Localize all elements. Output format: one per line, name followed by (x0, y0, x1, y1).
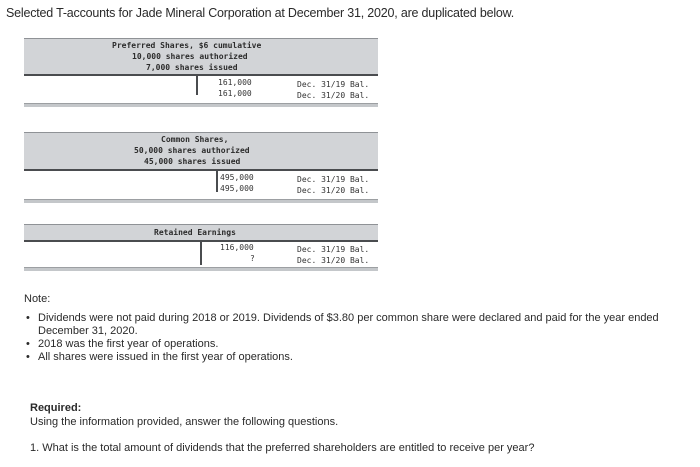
balance-label: Dec. 31/20 Bal. (297, 91, 370, 100)
t-account-bottom-rule (24, 199, 378, 203)
notes-list (26, 312, 691, 364)
t-account-bottom-rule (24, 103, 378, 107)
header-line: Common Shares, (161, 135, 229, 144)
header-line: 50,000 shares authorized (134, 146, 250, 155)
t-account-header (24, 224, 378, 241)
balance-label: Dec. 31/20 Bal. (297, 256, 370, 265)
balance-label: Dec. 31/20 Bal. (297, 186, 370, 195)
balance-label: Dec. 31/19 Bal. (297, 80, 370, 89)
amount: 161,000 (218, 78, 252, 87)
note-item: • 2018 was the first year of operations. (26, 338, 691, 351)
header-line: 7,000 shares issued (146, 63, 238, 72)
balance-label: Dec. 31/19 Bal. (297, 245, 370, 254)
question-1: 1. What is the total amount of dividends that the preferred shareholders are entitled to receive per year? (30, 442, 535, 454)
header-line: Preferred Shares, $6 cumulative (112, 41, 262, 50)
note-item: • Dividends were not paid during 2018 or 2019. Dividends of $3.80 per common share were declared and paid for the year ended December 31, 2020. (26, 312, 691, 338)
t-account-retained-earnings (24, 224, 378, 276)
note-title: Note: (24, 293, 51, 305)
amount: 116,000 (220, 243, 254, 252)
intro-text: Selected T-accounts for Jade Mineral Corporation at December 31, 2020, are duplicated below. (6, 6, 515, 20)
t-account-preferred-shares (24, 38, 378, 113)
amount-unknown: ? (250, 254, 255, 263)
t-account-header (24, 38, 378, 76)
amount: 495,000 (220, 173, 254, 182)
t-account-divider (200, 241, 202, 265)
t-account-common-shares (24, 132, 378, 207)
t-account-bottom-rule (24, 267, 378, 271)
balance-label: Dec. 31/19 Bal. (297, 175, 370, 184)
header-line: 10,000 shares authorized (132, 52, 248, 61)
t-account-divider (196, 75, 198, 95)
required-text: Using the information provided, answer the following questions. (30, 416, 339, 428)
required-title: Required: (30, 402, 82, 414)
t-account-divider (216, 170, 218, 192)
header-line: 45,000 shares issued (144, 157, 241, 166)
amount: 495,000 (220, 184, 254, 193)
amount: 161,000 (218, 89, 252, 98)
note-item: • All shares were issued in the first year of operations. (26, 351, 691, 364)
t-account-underline (24, 74, 378, 76)
header-line: Retained Earnings (154, 228, 236, 237)
t-account-header (24, 132, 378, 171)
t-account-underline (24, 169, 378, 171)
